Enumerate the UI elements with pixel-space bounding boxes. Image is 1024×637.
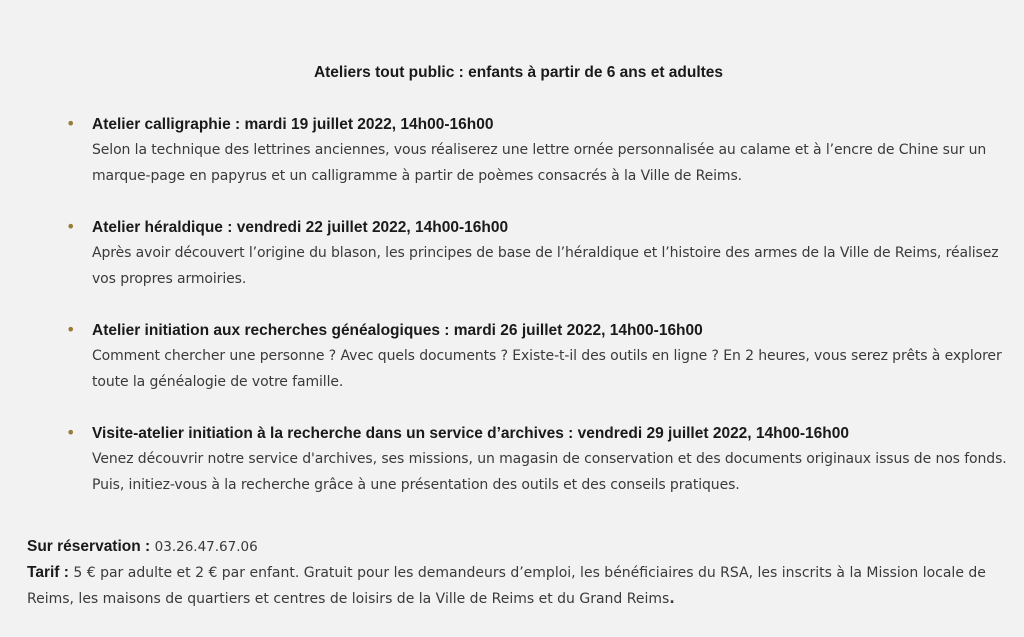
- tarif-line: [27, 560, 1017, 612]
- workshop-heading: Atelier initiation aux recherches généalogiques : mardi 26 juillet 2022, 14h00-16h00: [92, 322, 703, 339]
- workshop-item: [0, 114, 1024, 189]
- workshop-item: [0, 320, 1024, 395]
- booking-info: [27, 534, 1017, 612]
- bullet-dot-icon: •: [66, 217, 76, 236]
- workshop-list: [0, 114, 1024, 526]
- workshop-item: [0, 217, 1024, 292]
- tarif-text: 5 € par adulte et 2 € par enfant. Gratuit pour les demandeurs d’emploi, les bénéficiaires du RSA, les inscrits à la Mission locale de Reims, les maisons de quartiers et centres de loisirs de la Ville de Reims et du Grand Reims: [27, 565, 986, 607]
- workshop-heading: Atelier héraldique : vendredi 22 juillet 2022, 14h00-16h00: [92, 219, 509, 236]
- workshop-description: Comment chercher une personne ? Avec quels documents ? Existe-t-il des outils en ligne ? En 2 heures, vous serez prêts à explorer toute la généalogie de votre famille.: [92, 348, 1002, 390]
- reservation-phone: 03.26.47.67.06: [154, 539, 258, 555]
- bullet-dot-icon: •: [66, 423, 76, 442]
- reservation-line: [27, 534, 1017, 560]
- workshop-item: [0, 423, 1024, 498]
- tarif-end: .: [669, 591, 675, 607]
- bullet-dot-icon: •: [66, 114, 76, 133]
- workshop-description: Selon la technique des lettrines anciennes, vous réaliserez une lettre ornée personnalisée au calame et à l’encre de Chine sur un marque-page en papyrus et un calligramme à partir de poèmes consacrés à la Ville de Reims.: [92, 142, 987, 184]
- workshop-heading: Atelier calligraphie : mardi 19 juillet 2022, 14h00-16h00: [92, 116, 494, 133]
- tarif-label: Tarif :: [27, 564, 69, 581]
- section-title: Ateliers tout public : enfants à partir de 6 ans et adultes: [313, 64, 724, 81]
- reservation-label: Sur réservation :: [27, 538, 151, 555]
- workshop-heading: Visite-atelier initiation à la recherche dans un service d’archives : vendredi 29 juillet 2022, 14h00-16h00: [92, 425, 849, 442]
- bullet-dot-icon: •: [66, 320, 76, 339]
- workshop-description: Après avoir découvert l’origine du blason, les principes de base de l’héraldique et l’histoire des armes de la Ville de Reims, réalisez vos propres armoiries.: [92, 245, 999, 287]
- workshop-description: Venez découvrir notre service d'archives, ses missions, un magasin de conservation et des documents originaux issus de nos fonds. Puis, initiez-vous à la recherche grâce à une présentation des outils et des conseils pratiques.: [92, 451, 1007, 493]
